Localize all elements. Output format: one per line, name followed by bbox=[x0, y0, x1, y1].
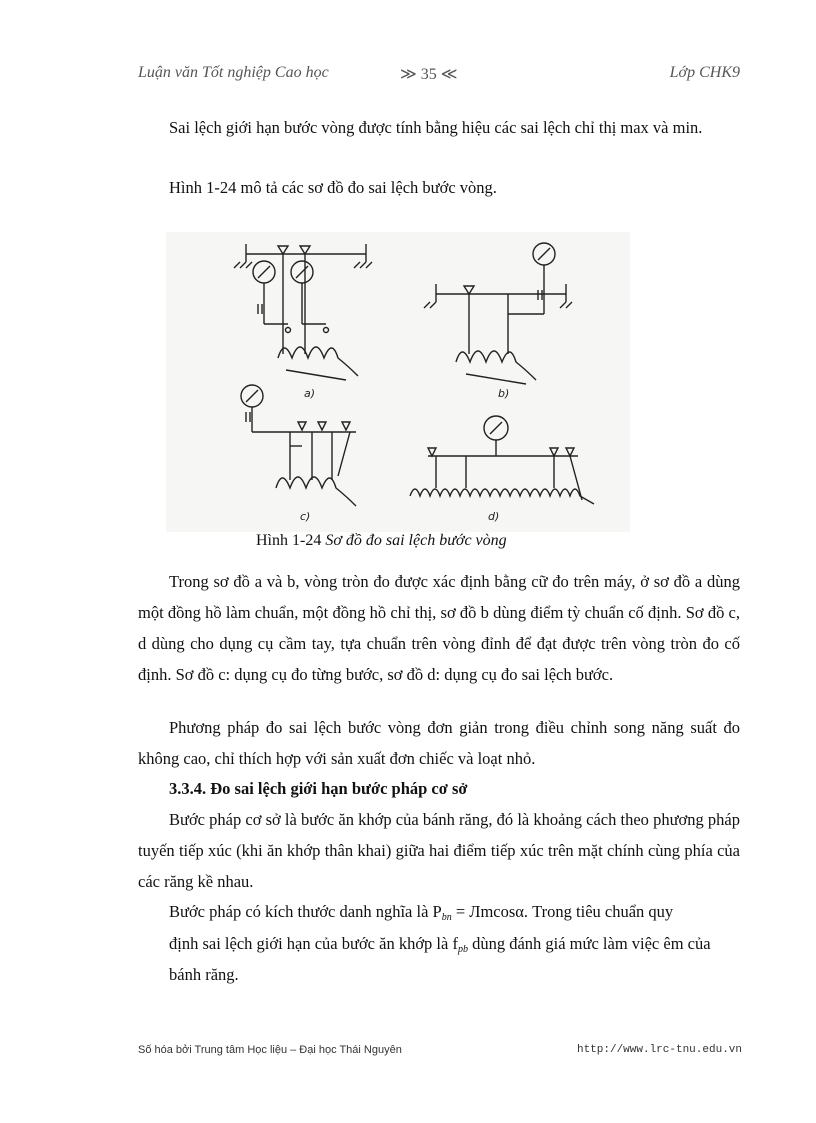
paragraph-2: Hình 1-24 mô tả các sơ đồ đo sai lệch bước vòng. bbox=[169, 178, 497, 197]
paragraph-4: Phương pháp đo sai lệch bước vòng đơn giản trong điều chỉnh song năng suất đo không cao, chỉ thích hợp với sản xuất đơn chiếc và loạt nhỏ. bbox=[138, 718, 740, 768]
page-header bbox=[138, 64, 740, 88]
paragraph-1: Sai lệch giới hạn bước vòng được tính bằng hiệu các sai lệch chỉ thị max và min. bbox=[169, 118, 703, 137]
diagram-c bbox=[241, 385, 356, 523]
diagram-d bbox=[410, 416, 594, 523]
figure-caption: Hình 1-24 Sơ đồ đo sai lệch bước vòng bbox=[256, 532, 507, 549]
svg-text:b): b) bbox=[498, 387, 510, 400]
header-thesis-title: Luận văn Tốt nghiệp Cao học bbox=[138, 64, 329, 81]
page-footer bbox=[138, 1044, 742, 1060]
figure-measurement-diagrams bbox=[166, 232, 630, 532]
paragraph-3: Trong sơ đồ a và b, vòng tròn đo được xác định bằng cữ đo trên máy, ở sơ đồ a dùng một đồng hồ làm chuẩn, một đồng hồ chỉ thị, sơ đồ b dùng điểm tỳ chuẩn cố định. Sơ đồ c, d dùng cho dụng cụ cầm tay, tựa chuẩn trên vòng đỉnh để đạt được trên vòng tròn đo cố định. Sơ đồ c: dụng cụ đo từng bước, sơ đồ d: dụng cụ đo sai lệch bước. bbox=[138, 572, 740, 684]
svg-text:a): a) bbox=[304, 387, 316, 400]
section-heading: 3.3.4. Đo sai lệch giới hạn bước pháp cơ sở bbox=[169, 779, 468, 798]
diagram-b bbox=[424, 243, 572, 400]
footer-url[interactable]: http://www.lrc-tnu.edu.vn bbox=[576, 1044, 742, 1056]
paragraph-8: bánh răng. bbox=[169, 965, 239, 984]
paragraph-7: định sai lệch giới hạn của bước ăn khớp là $f_{pb}$ dùng đánh giá mức làm việc êm của bbox=[169, 934, 711, 955]
paragraph-5: Bước pháp cơ sở là bước ăn khớp của bánh răng, đó là khoảng cách theo phương pháp tuyến tiếp xúc (khi ăn khớp thân khai) giữa hai điểm tiếp xúc trên mặt chính cùng phía của các răng kề nhau. bbox=[138, 810, 740, 891]
svg-text:c): c) bbox=[300, 510, 311, 523]
svg-text:d): d) bbox=[488, 510, 500, 523]
footer-source: Số hóa bởi Trung tâm Học liệu – Đại học Thái Nguyên bbox=[138, 1044, 402, 1056]
header-class-name: Lớp CHK9 bbox=[669, 64, 740, 81]
header-page-number: ≫ 35 ≪ bbox=[400, 66, 458, 83]
diagram-a bbox=[234, 244, 372, 400]
paragraph-6: Bước pháp có kích thước danh nghĩa là $P_{bn} = Лmcos\alpha$. Trong tiêu chuẩn quy bbox=[169, 902, 674, 923]
